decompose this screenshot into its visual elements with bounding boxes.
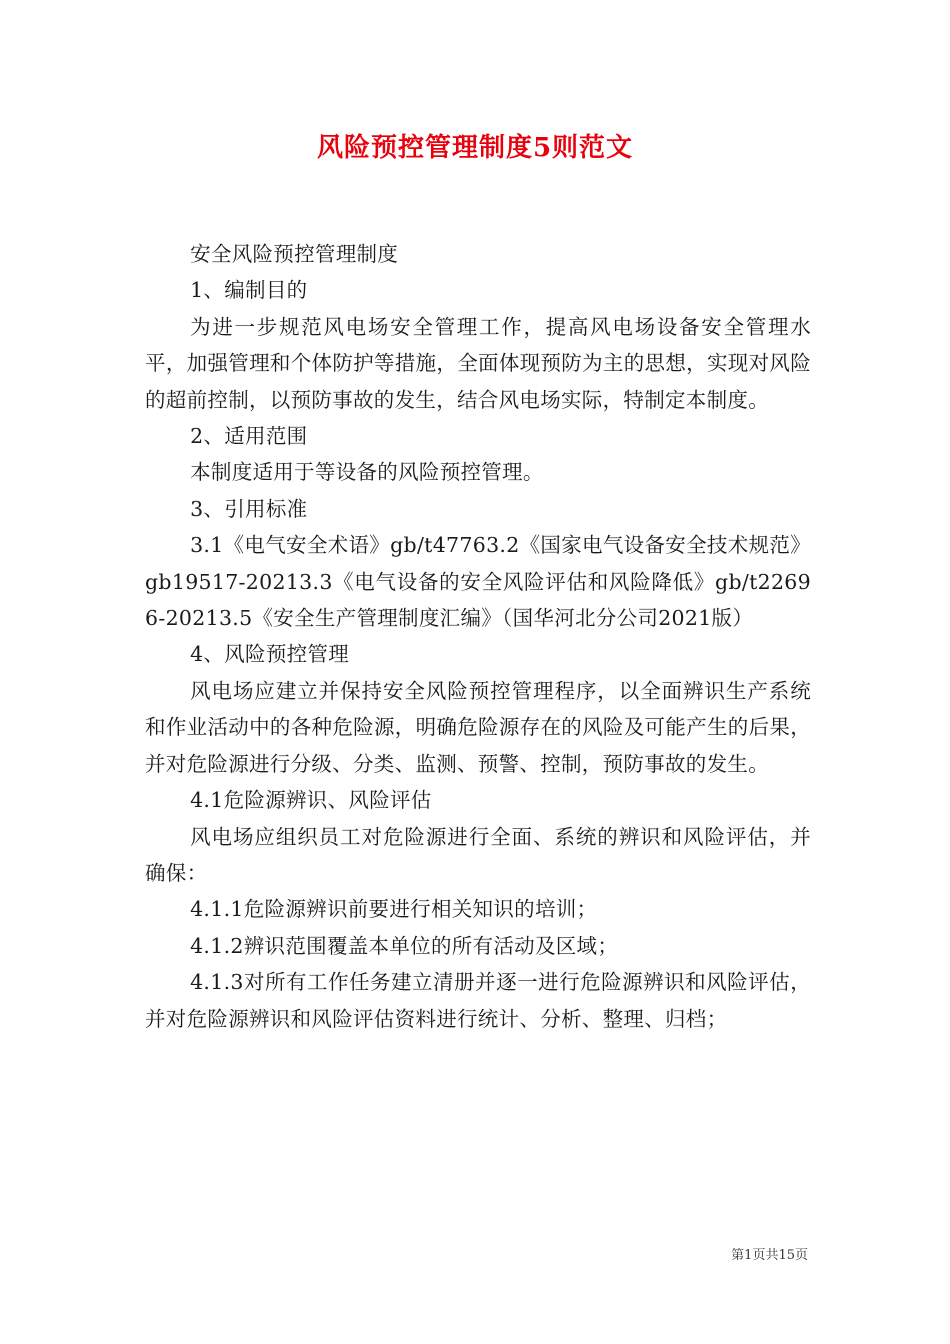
section-heading-4: 4、风险预控管理 [190, 642, 350, 667]
paragraph: 风电场应建立并保持安全风险预控管理程序，以全面辨识生产系统和作业活动中的各种危险源，明确危险源存在的风险及可能产生的后果，并对危险源进行分级、分类、监测、预警、控制，预防事故的发生。 [145, 678, 811, 776]
section-heading-2: 2、适用范围 [190, 424, 308, 449]
section-heading-1: 1、编制目的 [190, 278, 308, 303]
list-item: 4.1.2辨识范围覆盖本单位的所有活动及区域； [190, 933, 619, 958]
section-heading-3: 3、引用标准 [190, 496, 308, 521]
page-number: 第1页共15页 [731, 1248, 808, 1263]
document-body [145, 236, 811, 1037]
paragraph: 为进一步规范风电场安全管理工作，提高风电场设备安全管理水平，加强管理和个体防护等措施，全面体现预防为主的思想，实现对风险的超前控制，以预防事故的发生，结合风电场实际，特制定本制度。 [145, 314, 811, 412]
paragraph: 3.1《电气安全术语》gb/t47763.2《国家电气设备安全技术规范》gb19517-20213.3《电气设备的安全风险评估和风险降低》gb/t22696-20213.5《安全生产管理制度汇编》（国华河北分公司2021版） [145, 533, 811, 631]
list-item: 4.1.3对所有工作任务建立清册并逐一进行危险源辨识和风险评估，并对危险源辨识和风险评估资料进行统计、分析、整理、归档； [145, 970, 811, 1031]
document-title: 风险预控管理制度5则范文 [316, 133, 634, 163]
subsection-heading-4-1: 4.1危险源辨识、风险评估 [190, 788, 432, 813]
paragraph-heading: 安全风险预控管理制度 [190, 242, 399, 266]
list-item: 4.1.1危险源辨识前要进行相关知识的培训； [190, 897, 598, 922]
paragraph: 本制度适用于等设备的风险预控管理。 [190, 460, 544, 485]
paragraph: 风电场应组织员工对危险源进行全面、系统的辨识和风险评估，并确保： [145, 824, 811, 885]
